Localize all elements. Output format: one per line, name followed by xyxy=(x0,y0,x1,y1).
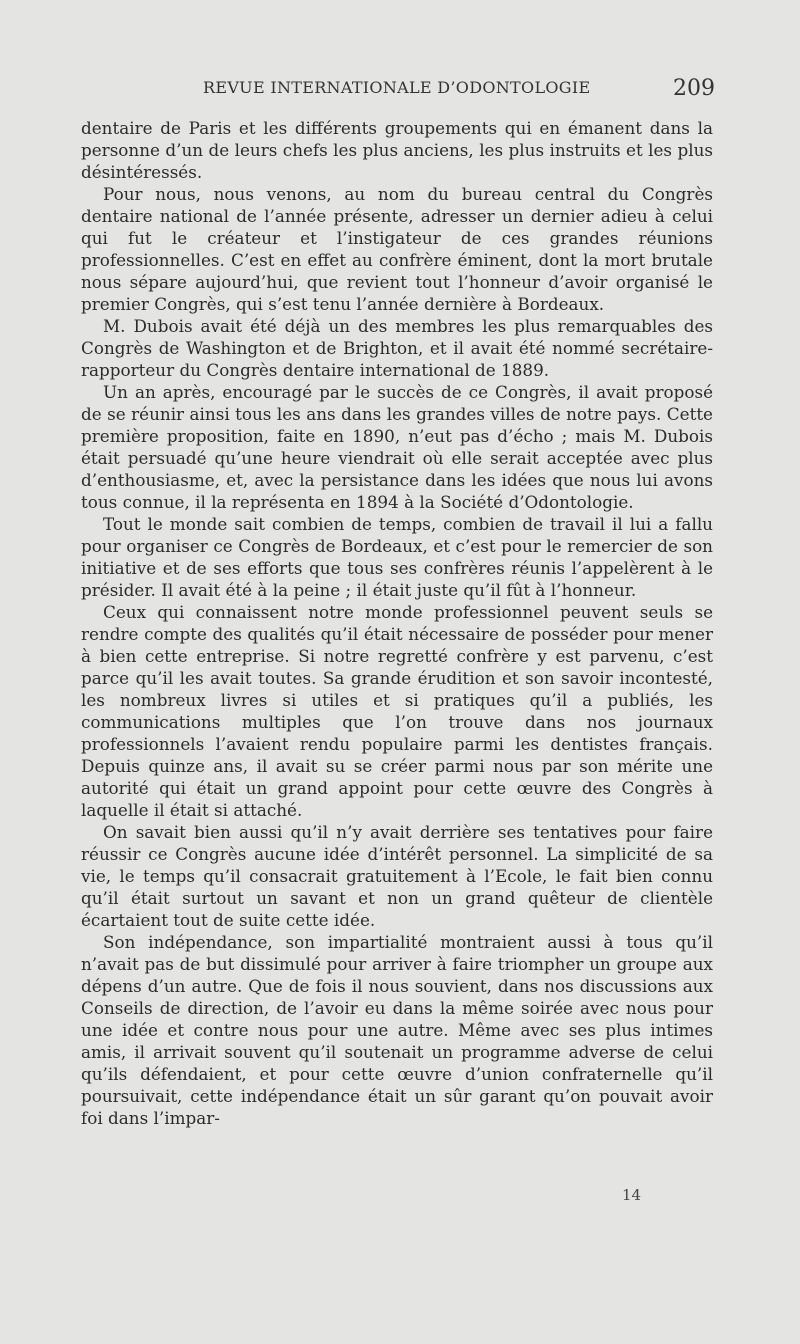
running-title: REVUE INTERNATIONALE D’ODONTOLOGIE xyxy=(203,78,591,97)
paragraph: M. Dubois avait été déjà un des membres les plus remarquables des Congrès de Washington et de Brighton, et il avait été nommé secrétaire-rapporteur du Congrès dentaire international de 1889. xyxy=(81,316,713,380)
paragraph: Ceux qui connaissent notre monde professionnel peuvent seuls se rendre compte des qualités qu’il était nécessaire de posséder pour mener à bien cette entreprise. Si notre regretté confrère y est parvenu, c’est parce qu’il les avait toutes. Sa grande érudition et son savoir incontesté, les nombreux livres si utiles et si pratiques qu’il a publiés, les communications multiples que l’on trouve dans nos journaux professionnels l’avaient rendu populaire parmi les dentistes français. Depuis quinze ans, il avait su se créer parmi nous par son mérite une autorité qui était un grand appoint pour cette œuvre des Congrès à laquelle il était si attaché. xyxy=(81,602,713,820)
paragraph: Pour nous, nous venons, au nom du bureau central du Congrès dentaire national de l’année présente, adresser un dernier adieu à celui qui fut le créateur et l’instigateur de ces grandes réunions professionnelles. C’est en effet au confrère éminent, dont la mort brutale nous sépare aujourd’hui, que revient tout l’honneur d’avoir organisé le premier Congrès, qui s’est tenu l’année dernière à Bordeaux. xyxy=(81,184,713,314)
paragraph: Tout le monde sait combien de temps, combien de travail il lui a fallu pour organiser ce Congrès de Bordeaux, et c’est pour le remercier de son initiative et de ses efforts que tous ses confrères réunis l’appelèrent à le présider. Il avait été à la peine ; il était juste qu’il fût à l’honneur. xyxy=(81,514,713,600)
signature-mark: 14 xyxy=(622,1186,642,1204)
running-head xyxy=(81,76,715,106)
paragraph: Un an après, encouragé par le succès de ce Congrès, il avait proposé de se réunir ainsi tous les ans dans les grandes villes de notre pays. Cette première proposition, faite en 1890, n’eut pas d’écho ; mais M. Dubois était persuadé qu’une heure viendrait où elle serait acceptée avec plus d’enthousiasme, et, avec la persistance dans les idées que nous lui avons tous connue, il la représenta en 1894 à la Société d’Odontologie. xyxy=(81,382,713,512)
paragraph: Son indépendance, son impartialité montraient aussi à tous qu’il n’avait pas de but dissimulé pour arriver à faire triompher un groupe aux dépens d’un autre. Que de fois il nous souvient, dans nos discussions aux Conseils de direction, de l’avoir eu dans la même soirée avec nous pour une idée et contre nous pour une autre. Même avec ses plus intimes amis, il arrivait souvent qu’il soutenait un programme adverse de celui qu’ils défendaient, et pour cette œuvre d’union confraternelle qu’il poursuivait, cette indépendance était un sûr garant qu’on pouvait avoir foi dans l’impar- xyxy=(81,932,713,1128)
paragraph: On savait bien aussi qu’il n’y avait derrière ses tentatives pour faire réussir ce Congrès aucune idée d’intérêt personnel. La simplicité de sa vie, le temps qu’il consacrait gratuitement à l’Ecole, le fait bien connu qu’il était surtout un savant et non un grand quêteur de clientèle écartaient tout de suite cette idée. xyxy=(81,822,713,930)
body-text xyxy=(81,117,713,1129)
paragraph: dentaire de Paris et les différents groupements qui en émanent dans la personne d’un de leurs chefs les plus anciens, les plus instruits et les plus désintéressés. xyxy=(81,118,713,182)
page-number: 209 xyxy=(673,76,715,101)
